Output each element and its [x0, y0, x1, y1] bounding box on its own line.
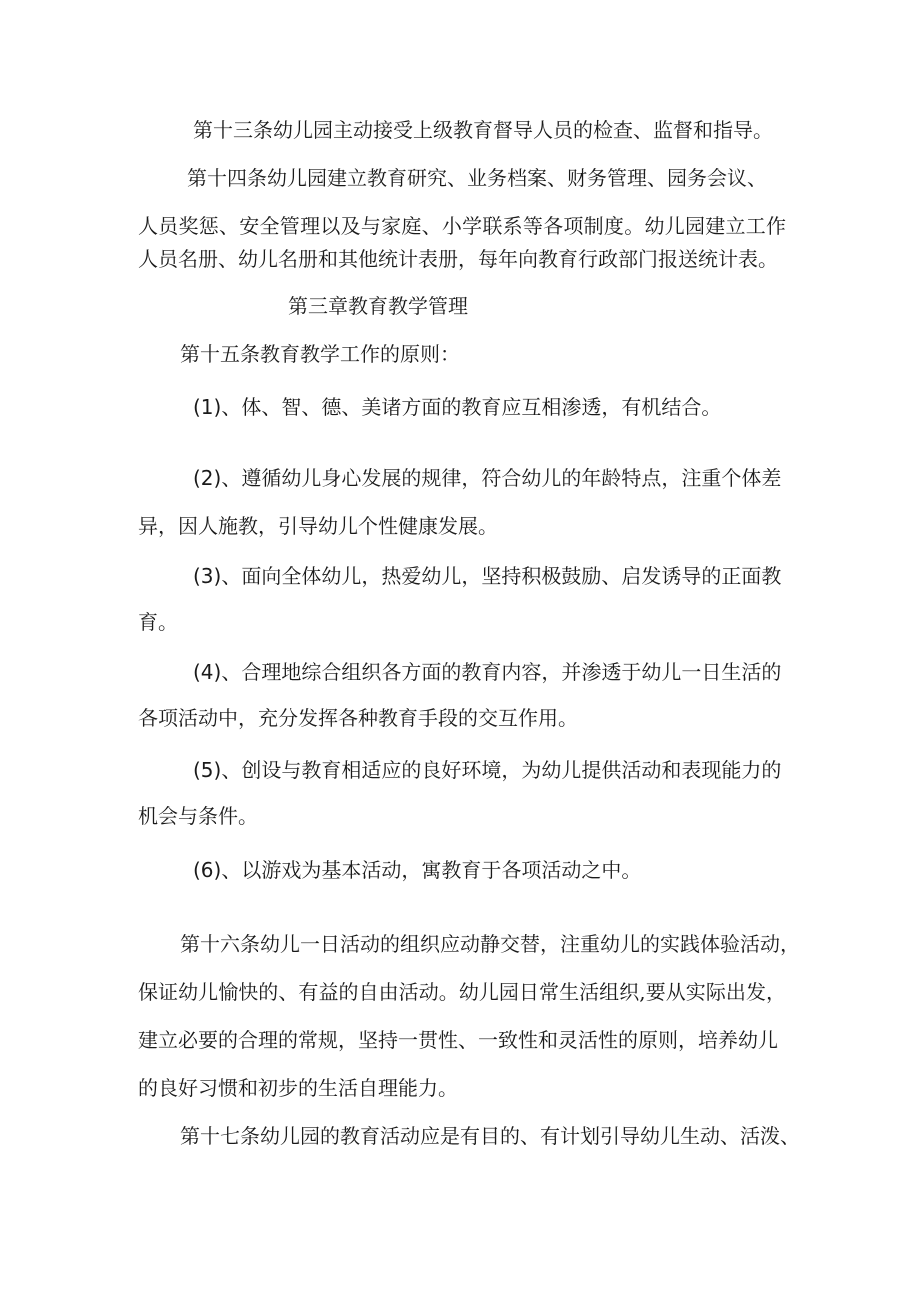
principle-1	[193, 395, 721, 419]
principle-4-continuation: 各项活动中，充分发挥各种教育手段的交互作用。	[138, 706, 578, 730]
principle-3	[193, 564, 781, 588]
principle-number: (1)	[193, 395, 222, 419]
principle-text: 、合理地综合组织各方面的教育内容，并渗透于幼儿一日生活的	[221, 660, 782, 684]
principle-text: 、创设与教育相适应的良好环境，为幼儿提供活动和表现能力的	[221, 758, 782, 782]
article-17-line-1: 第十七条幼儿园的教育活动应是有目的、有计划引导幼儿生动、活泼、	[180, 1124, 800, 1148]
article-14-line-2: 人员奖惩、安全管理以及与家庭、小学联系等各项制度。幼儿园建立工作	[138, 214, 786, 238]
principle-text: 、遵循幼儿身心发展的规律，符合幼儿的年龄特点，注重个体差	[221, 466, 782, 490]
principle-number: (4)	[193, 660, 222, 684]
principle-2-continuation: 异，因人施教，引导幼儿个性健康发展。	[138, 514, 498, 538]
article-16-line-4: 的良好习惯和初步的生活自理能力。	[138, 1076, 458, 1100]
principle-number: (6)	[193, 858, 222, 882]
principle-2	[193, 466, 781, 490]
article-14-line-3: 人员名册、幼儿名册和其他统计表册，每年向教育行政部门报送统计表。	[138, 247, 778, 271]
principle-text: 、以游戏为基本活动，寓教育于各项活动之中。	[221, 858, 642, 882]
principle-text: 、面向全体幼儿，热爱幼儿，坚持积极鼓励、启发诱导的正面教	[221, 564, 782, 588]
principle-text: 、体、智、德、美诸方面的教育应互相渗透，有机结合。	[221, 395, 722, 419]
principle-number: (2)	[193, 466, 222, 490]
principle-3-continuation: 育。	[138, 610, 178, 634]
principle-number: (5)	[193, 758, 222, 782]
principle-5-continuation: 机会与条件。	[138, 804, 258, 828]
article-16-line-3: 建立必要的合理的常规，坚持一贯性、一致性和灵活性的原则，培养幼儿	[138, 1028, 778, 1052]
article-15-heading: 第十五条教育教学工作的原则：	[180, 342, 460, 366]
principle-5	[193, 758, 781, 782]
article-16-line-1: 第十六条幼儿一日活动的组织应动静交替，注重幼儿的实践体验活动，	[180, 932, 800, 956]
principle-6	[193, 858, 641, 882]
article-14-line-1: 第十四条幼儿园建立教育研究、业务档案、财务管理、园务会议、	[187, 166, 767, 190]
article-16-line-2: 保证幼儿愉快的、有益的自由活动。幼儿园日常生活组织,要从实际出发，	[138, 980, 786, 1004]
article-13: 第十三条幼儿园主动接受上级教育督导人员的检查、监督和指导。	[193, 118, 773, 142]
principle-number: (3)	[193, 564, 222, 588]
chapter-3-heading: 第三章教育教学管理	[288, 294, 468, 318]
principle-4	[193, 660, 781, 684]
